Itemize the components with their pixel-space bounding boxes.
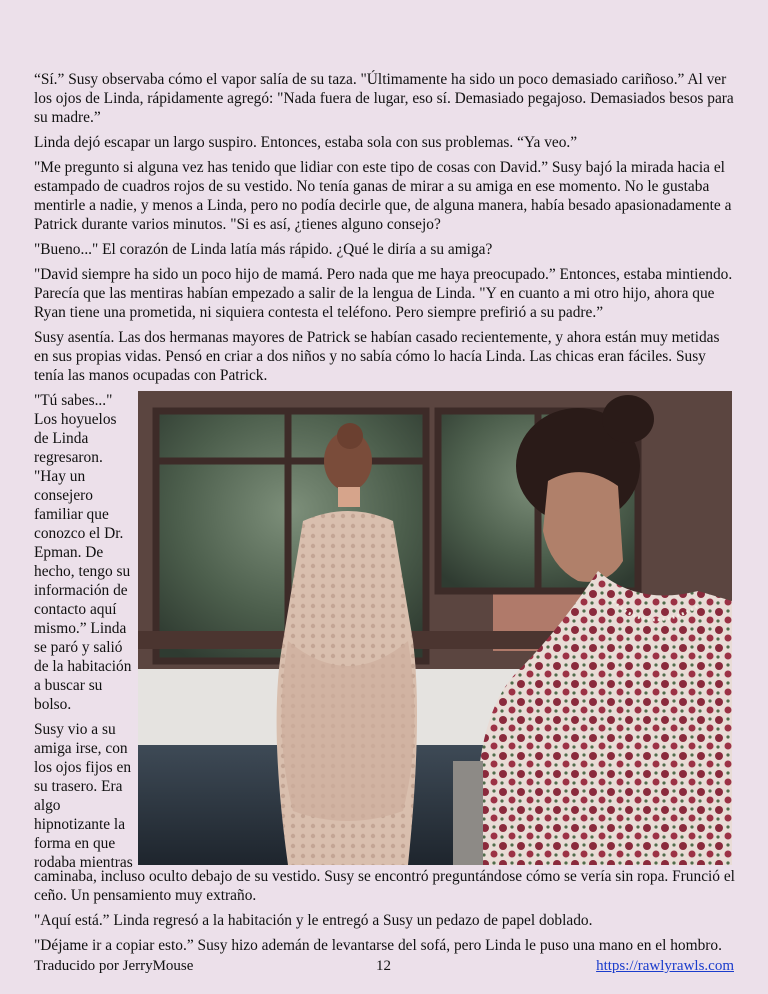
- paragraph: caminaba, incluso oculto debajo de su vestido. Susy se encontró preguntándose cómo se vería sin ropa. Frunció el ceño. Un pensamiento muy extraño.: [34, 868, 735, 904]
- paragraph: Linda dejó escapar un largo suspiro. Entonces, estaba sola con sus problemas. “Ya veo.”: [34, 134, 578, 151]
- illustration-scene: [138, 391, 732, 865]
- document-body: [34, 70, 736, 961]
- illustration: [138, 391, 732, 865]
- paragraph: "Me pregunto si alguna vez has tenido que lidiar con este tipo de cosas con David.” Susy bajó la mirada hacia el estampado de cuadros rojos de su vestido. No tenía ganas de mirar a su amiga en ese momento. No le gustaba mentirle a nadie, y menos a Linda, pero no podía decirle que, de alguna manera, había besado apasionadamente a Patrick durante varios minutos. "Si es así, ¿tienes alguno consejo?: [34, 159, 732, 233]
- paragraph: Susy vio a su amiga irse, con los ojos fijos en su trasero. Era algo hipnotizante la forma en que rodaba mientras: [34, 721, 133, 871]
- translator-credit: Traducido por JerryMouse: [34, 958, 194, 974]
- paragraph: “Sí.” Susy observaba cómo el vapor salía de su taza. "Últimamente ha sido un poco demasiado cariñoso.” Al ver los ojos de Linda, rápidamente agregó: "Nada fuera de lugar, eso sí. Demasiado pegajoso. Demasiados besos para su madre.”: [34, 71, 734, 126]
- paragraph: "Bueno..." El corazón de Linda latía más rápido. ¿Qué le diría a su amiga?: [34, 241, 493, 258]
- paragraph: "Déjame ir a copiar esto.” Susy hizo ademán de levantarse del sofá, pero Linda le puso una mano en el hombro.: [34, 937, 722, 954]
- text-with-illustration: [34, 391, 736, 889]
- website-link[interactable]: https://rawlyrawls.com: [596, 958, 734, 974]
- paragraph: "Aquí está.” Linda regresó a la habitación y le entregó a Susy un pedazo de papel doblado.: [34, 912, 593, 929]
- paragraph: Susy asentía. Las dos hermanas mayores de Patrick se habían casado recientemente, y ahora están muy metidas en sus propias vidas. Pensó en criar a dos niños y no sabía cómo lo hacía Linda. Las chicas eran fáciles. Susy tenía las manos ocupadas con Patrick.: [34, 329, 720, 384]
- paragraph: "David siempre ha sido un poco hijo de mamá. Pero nada que me haya preocupado.” Entonces, estaba mintiendo. Parecía que las mentiras habían empezado a salir de la lengua de Linda. "Y en cuanto a mi otro hijo, ahora que Ryan tiene una prometida, ni siquiera contesta el teléfono. Pero siempre prefirió a su padre.”: [34, 266, 733, 321]
- page-number: 12: [376, 958, 391, 974]
- paragraph: "Tú sabes..." Los hoyuelos de Linda regresaron. "Hay un consejero familiar que conozco el Dr. Epman. De hecho, tengo su información de contacto aquí mismo.” Linda se paró y salió de la habitación a buscar su bolso.: [34, 392, 132, 713]
